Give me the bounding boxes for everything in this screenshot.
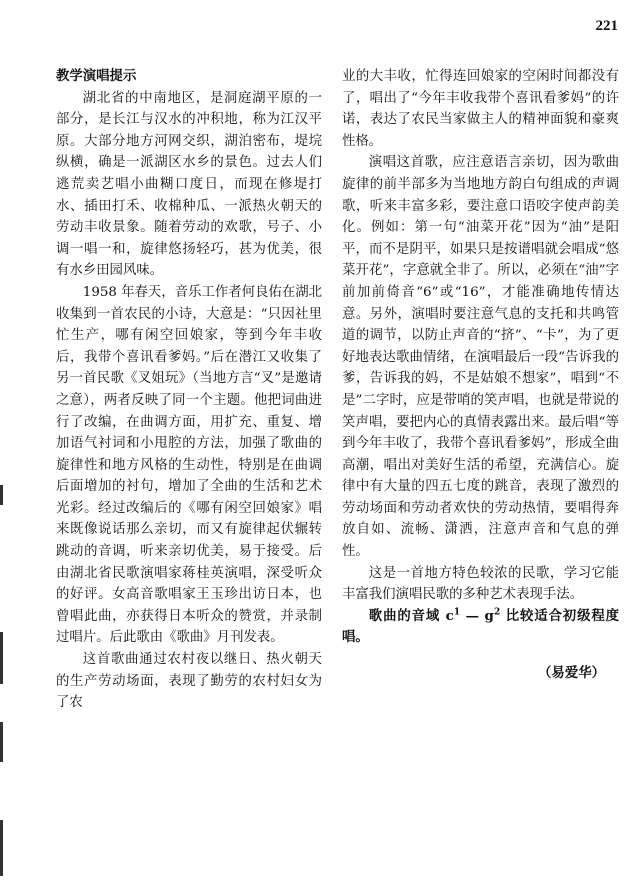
- paragraph-vocal-range: [342, 606, 619, 649]
- scan-edge-mark: [0, 632, 3, 684]
- scan-edge-mark: [0, 722, 3, 762]
- range-superscript-low: 1: [453, 607, 461, 618]
- author-credit: （易爱华）: [538, 665, 605, 682]
- paragraph-song-theme-end: 业的大丰收，忙得连回娘家的空闲时间都没有了，唱出了“今年丰收我带个喜讯看爹妈”的许诺，表达了农民当家做主人的精神面貌和豪爽性格。: [342, 69, 619, 149]
- paragraph-performance-tips: 演唱这首歌，应注意语言亲切，因为歌曲旋律的前半部多为当地地方韵白句组成的声调歌，听来丰富多彩，要注意口语咬字使声韵美化。例如：第一句“油菜开花”因为“油”是阳平，而不是阴平，如果只是按谱唱就会唱成“悠菜开花”，字意就全非了。所以，必须在“油”字前加前倚音“6”或“16”，才能准确地传情达意。另外，演唱时要注意气息的支托和共鸣管道的调节，以防止声音的“挤”、“卡”，为了更好地表达歌曲情绪，在演唱最后一段“告诉我的爹，告诉我的妈，不是姑娘不想家”，唱到“不是”二字时，应是带哨的笑声唱，也就是带说的笑声唱，要把内心的真情表露出来。最后唱“等到今年丰收了，我带个喜讯看爹妈”，形成全曲高潮，唱出对美好生活的希望，充满信心。旋律中有大量的四五七度的跳音，表现了激烈的劳动场面和劳动者欢快的劳动热情，要唱得奔放自如、流畅、潇洒，注意声音和气息的弹性。: [342, 155, 619, 560]
- paragraph-song-theme-start: 这首歌曲通过农村夜以继日、热火朝天的生产劳动场面，表现了勤劳的农村妇女为了农: [56, 652, 322, 711]
- scan-edge-mark: [0, 820, 3, 876]
- left-column: [56, 66, 322, 714]
- range-text-before: 歌曲的音域 c: [368, 607, 454, 624]
- right-column: [342, 66, 619, 685]
- range-text-after: 比较适合初级程度唱。: [342, 607, 619, 646]
- range-text-middle: — g: [460, 607, 494, 624]
- range-superscript-high: 2: [493, 607, 501, 618]
- paragraph-intro-region: 湖北省的中南地区，是洞庭湖平原的一部分，是长江与汉水的冲积地，称为江汉平原。大部分地方河网交织，湖泊密布，堤垸纵横，确是一派湖区水乡的景色。过去人们逃荒卖艺唱小曲糊口度日，而现在修堤打水、插田打禾、收棉种瓜、一派热火朝天的劳动丰收景象。随着劳动的欢歌，号子、小调一唱一和，旋律悠扬轻巧，甚为优美，很有水乡田园风味。: [56, 90, 322, 279]
- paragraph-song-origin: 1958 年春天，音乐工作者何良佑在湖北收集到一首农民的小诗，大意是：“只因社里忙生产，哪有闲空回娘家，等到今年丰收后，我带个喜讯看爹妈。”后在潜江又收集了另一首民歌《叉姐玩》（当地方言“叉”是邀请之意），两者反映了同一个主题。他把词曲进行了改编，在曲调方面，用扩充、重复、增加语气衬词和小甩腔的方法，加强了歌曲的旋律性和地方风格的生动性，特别是在曲调后面增加的衬句，增加了全曲的生活和艺术光彩。经过改编后的《哪有闲空回娘家》唱来既像说话那么亲切，而又有旋律起伏辗转跳动的音调，听来亲切优美，易于接受。后由湖北省民歌演唱家蒋桂英演唱，深受听众的好评。女高音歌唱家王玉珍出访日本，也曾唱此曲，亦获得日本听众的赞赏，并录制过唱片。后此歌由《歌曲》月刊发表。: [56, 284, 322, 646]
- page-number: 221: [595, 18, 618, 34]
- section-heading: 教学演唱提示: [56, 68, 137, 84]
- scan-edge-mark: [0, 485, 3, 505]
- paragraph-conclusion: 这是一首地方特色较浓的民歌，学习它能丰富我们演唱民歌的多种艺术表现手法。: [342, 565, 619, 603]
